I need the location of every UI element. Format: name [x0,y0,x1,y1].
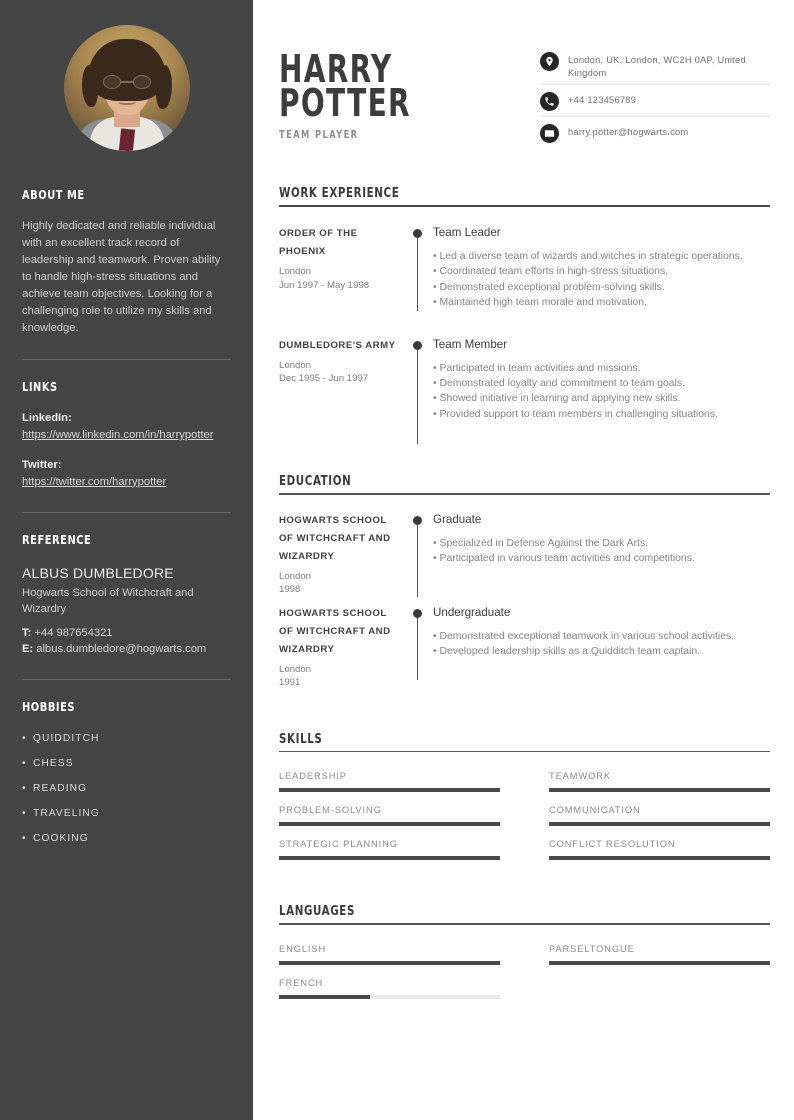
main-content [253,0,794,1120]
language-bar-fill [279,961,500,965]
work-experience-heading: WORK EXPERIENCE [279,186,400,201]
language-label: ENGLISH [279,944,327,955]
work-entry-right [433,225,770,311]
education-entry [279,605,770,690]
skill-bar-track [549,856,770,860]
skill-bar-fill [549,822,770,826]
page-title-last-name: POTTER [279,81,411,125]
list-item: • TRAVELING [22,801,231,826]
skill-label: COMMUNICATION [549,805,641,816]
work-entry [279,337,770,423]
bullet: • Provided support to team members in challenging situations. [433,408,718,420]
bullet: • Participated in various team activities and competitions. [433,553,695,565]
about-text: Highly dedicated and reliable individual with an excellent track record of leadership and teamwork. Proven ability to handle high-stress situations and achieve team objectives. Looking for a challenging role to utilize my skills and knowledge. [22,220,221,334]
section-education [279,474,770,690]
link-url-linkedin[interactable]: https://www.linkedin.com/in/harrypotter [22,429,214,441]
language-item [279,965,500,999]
skill-bar-track [279,822,500,826]
work-job-title: Team Member [433,337,508,351]
skill-label: PROBLEM-SOLVING [279,805,382,816]
reference-phone-label: T: [22,627,32,639]
work-location: London [279,359,312,371]
language-bar-track [549,961,770,965]
phone-icon [540,92,559,111]
skill-item [549,758,770,792]
contact-phone-text: +44 123456789 [568,95,637,105]
education-location: London [279,663,312,675]
education-entry-left [279,512,407,597]
job-role-subtitle: TEAM PLAYER [279,129,359,141]
work-organization: DUMBLEDORE'S ARMY [279,339,396,351]
education-degree-title: Undergraduate [433,605,511,619]
bullet: • Showed initiative in learning and applying new skills. [433,393,681,405]
skill-item [549,826,770,860]
skill-bar-fill [549,856,770,860]
section-rule [279,493,770,495]
work-entry-right [433,337,770,423]
bullet: • Demonstrated loyalty and commitment to team goals. [433,378,685,390]
about-heading: ABOUT ME [22,187,85,202]
skills-grid [279,758,770,860]
reference-phone-value: +44 987654321 [34,627,113,639]
work-organization: ORDER OF THE PHOENIX [279,228,358,257]
education-heading: EDUCATION [279,474,352,490]
divider-about [22,359,231,360]
envelope-icon [540,124,559,143]
timeline-dot-icon [413,229,422,238]
page-title-first-name: HARRY [279,47,393,91]
timeline-dot-icon [413,341,422,350]
education-organization: HOGWARTS SCHOOL OF WITCHCRAFT AND WIZARDRY [279,514,391,562]
bullet: • Coordinated team efforts in high-stress situations. [433,266,669,278]
education-entry-left [279,605,407,690]
work-location: London [279,266,312,277]
timeline [407,512,433,597]
reference-name: ALBUS DUMBLEDORE [22,565,174,581]
languages-grid [279,931,770,999]
section-rule [279,751,770,753]
link-label-linkedin: LinkedIn: [22,412,72,424]
work-dates: Jun 1997 - May 1998 [279,279,370,291]
timeline-line [417,613,418,680]
education-location: London [279,570,312,582]
work-job-title: Team Leader [433,226,501,239]
bullet: • Demonstrated exceptional teamwork in various school activities. [433,630,735,642]
skill-item [279,792,500,826]
bullet: • Demonstrated exceptional problem-solving skills. [433,281,665,293]
section-work-experience [279,186,770,422]
list-item: • READING [22,776,231,801]
timeline [407,605,433,690]
bullet: • Participated in team activities and missions. [433,362,641,374]
skill-label: TEAMWORK [549,771,611,782]
timeline-line [417,345,418,445]
avatar [64,25,190,151]
timeline [407,337,433,423]
skill-bar-track [549,822,770,826]
link-label-twitter: Twitter: [22,458,62,471]
contact-info [540,52,770,155]
skill-label: STRATEGIC PLANNING [279,839,398,850]
section-skills [279,732,770,861]
section-rule [279,923,770,925]
contact-row-phone [540,92,770,117]
sidebar [0,0,253,1120]
work-entry-left [279,225,407,311]
skill-item [279,826,500,860]
location-pin-icon [540,52,559,71]
skill-bar-track [549,788,770,792]
reference-phone [22,625,231,641]
language-bar-track [279,961,500,965]
bullet: • Specialized in Defense Against the Dark Arts. [433,537,649,549]
skill-item [549,792,770,826]
divider-reference [22,679,231,680]
skill-bar-fill [279,856,500,860]
education-dates: 1991 [279,677,301,689]
language-label: PARSELTONGUE [549,944,635,955]
timeline-dot-icon [413,516,422,525]
avatar-hair [88,39,166,101]
list-item: • COOKING [22,826,231,851]
skill-item [279,758,500,792]
languages-heading: LANGUAGES [279,904,355,920]
reference-email [22,641,231,657]
reference-email-label: E: [22,643,34,655]
contact-location-text: London, UK, London, WC2H 0AP, United Kingdom [568,55,746,78]
work-dates: Dec 1995 - Jun 1997 [279,373,369,385]
timeline-dot-icon [413,609,422,618]
work-entry [279,225,770,311]
skill-label: CONFLICT RESOLUTION [549,839,676,850]
links-heading: LINKS [22,379,58,394]
skill-bar-track [279,788,500,792]
hobbies-heading: HOBBIES [22,699,76,714]
contact-row-email [540,124,770,148]
education-dates: 1998 [279,584,301,596]
skill-bar-fill [279,822,500,826]
skill-label: LEADERSHIP [279,771,347,782]
language-label: FRENCH [279,978,324,989]
reference-organization: Hogwarts School of Witchcraft and Wizardry [22,587,194,615]
skill-bar-fill [549,788,770,792]
language-bar-fill [279,995,370,999]
bullet: • Led a diverse team of wizards and witches in strategic operations. [433,251,743,262]
contact-row-location [540,52,770,85]
work-entry-left [279,337,407,423]
education-organization: HOGWARTS SCHOOL OF WITCHCRAFT AND WIZARDRY [279,607,391,655]
reference-heading: REFERENCE [22,532,92,547]
list-item: • QUIDDITCH [22,726,231,751]
section-rule [279,205,770,207]
language-item [549,931,770,965]
reference-email-value: albus.dumbledore@hogwarts.com [36,643,207,655]
list-item: • CHESS [22,751,231,776]
avatar-mouth [118,99,136,105]
divider-links [22,512,231,513]
link-url-twitter[interactable]: https://twitter.com/harrypotter [22,475,167,488]
skill-bar-track [279,856,500,860]
language-bar-fill [549,961,770,965]
hobbies-list [22,726,231,851]
skill-bar-fill [279,788,500,792]
contact-email-text: harry.potter@hogwarts.com [568,127,689,137]
section-languages [279,904,770,999]
education-degree-title: Graduate [433,512,482,526]
language-bar-track [279,995,500,999]
timeline-line [417,233,418,311]
language-item [279,931,500,965]
education-entry [279,512,770,597]
education-entry-right [433,512,770,597]
education-entry-right [433,605,770,690]
bullet: • Maintained high team morale and motivation. [433,297,647,309]
timeline [407,225,433,311]
avatar-glasses-icon [102,75,152,89]
avatar-tie [118,128,134,151]
bullet: • Developed leadership skills as a Quidditch team captain. [433,646,701,658]
skills-heading: SKILLS [279,731,323,747]
timeline-line [417,520,418,597]
